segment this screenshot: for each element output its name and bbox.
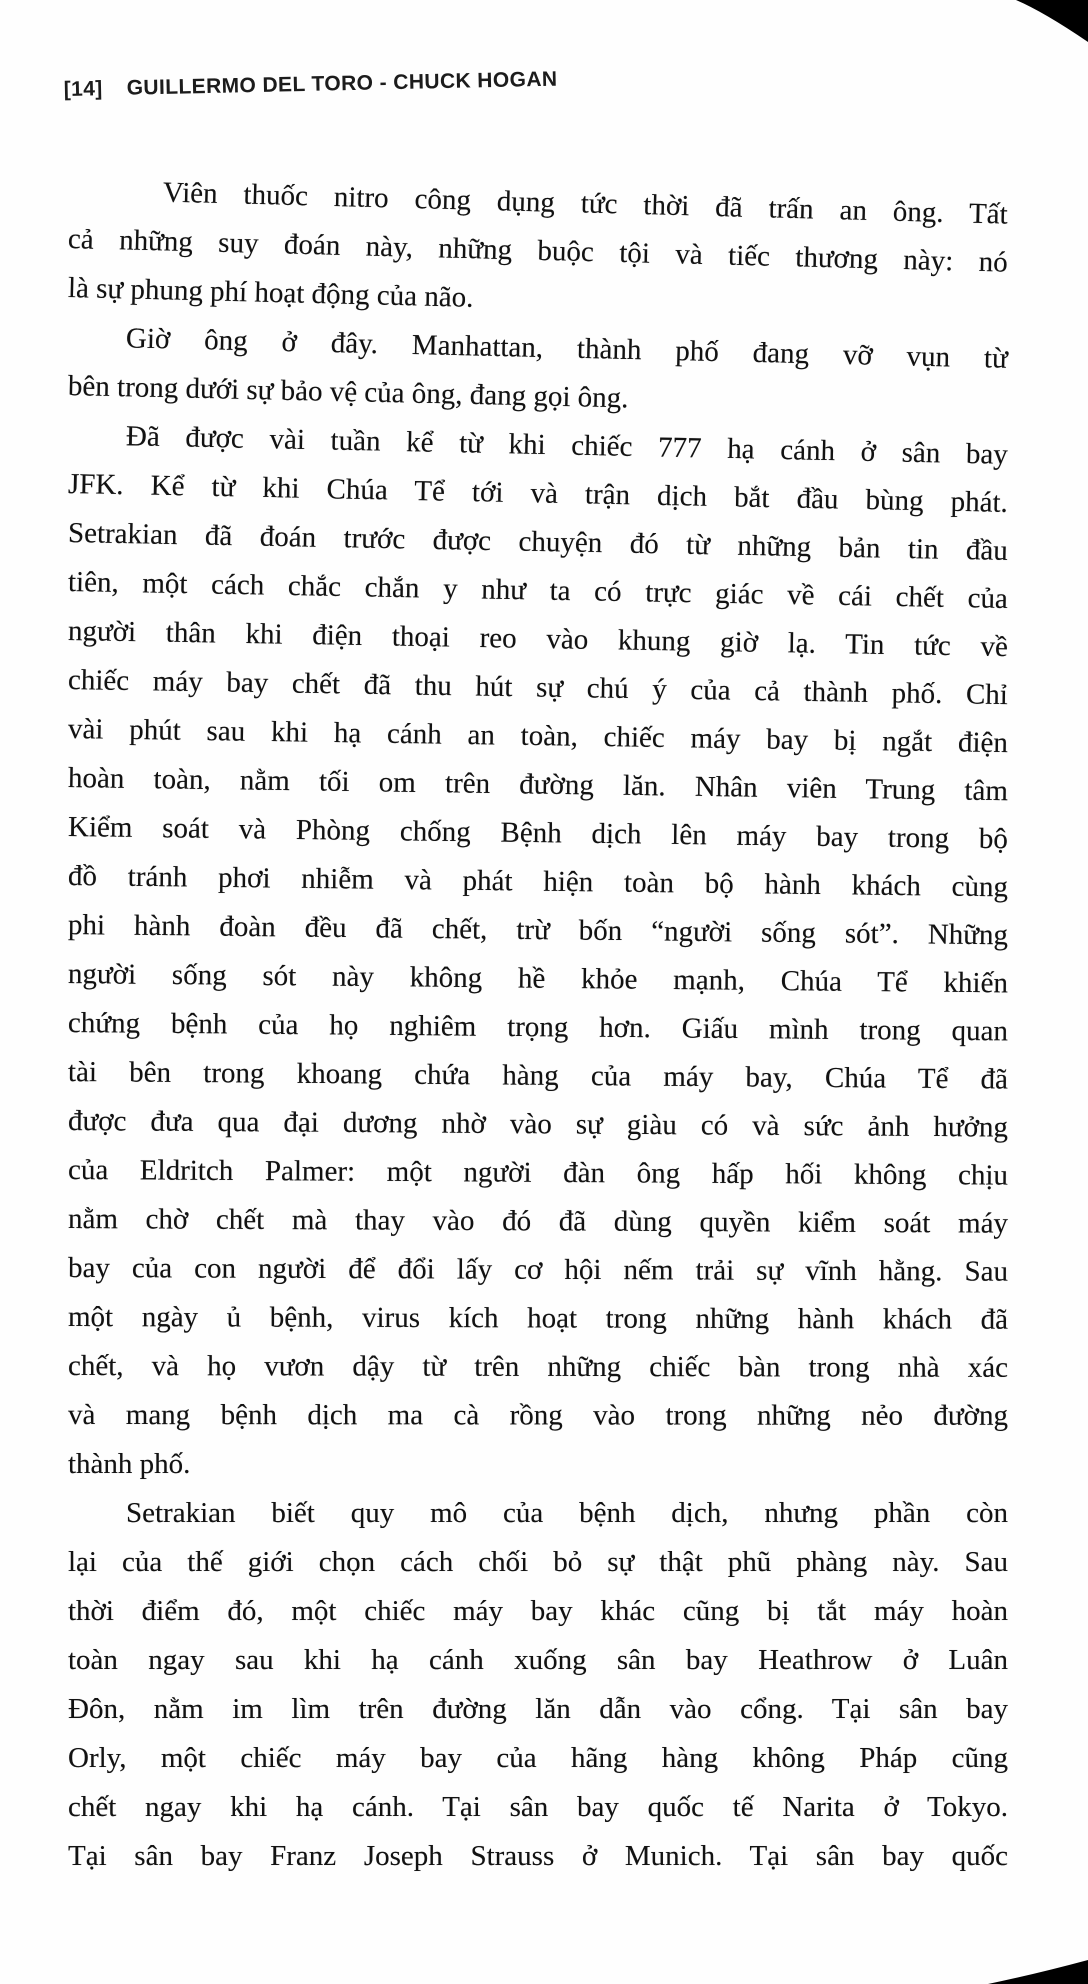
text-line: Viên thuốc nitro công dụng tức thời đã trấn an ông. Tất [162, 176, 1009, 231]
text-line: tiên, một cách chắc chắn y như ta có trực giác về cái chết của [67, 566, 1009, 615]
text-line: chết ngay khi hạ cánh. Tại sân bay quốc tế Narita ở Tokyo. [68, 1791, 1008, 1823]
text-line: toàn ngay sau khi hạ cánh xuống sân bay Heathrow ở Luân [68, 1644, 1008, 1676]
text-line: đồ tránh phơi nhiễm và phát hiện toàn bộ hành khách cùng [67, 860, 1009, 904]
text-line: JFK. Kể từ khi Chúa Tể tới và trận dịch bắt đầu bùng phát. [67, 468, 1009, 519]
text-line: chết, và họ vươn dậy từ trên những chiếc bàn trong nhà xác [67, 1350, 1009, 1384]
text-line: thành phố. [68, 1448, 191, 1480]
text-line: người sống sót này không hề khỏe mạnh, Chúa Tể khiến [67, 958, 1009, 1000]
text-line: của Eldritch Palmer: một người đàn ông hấp hối không chịu [67, 1154, 1009, 1192]
page-body-text [68, 166, 1008, 1881]
text-line: Setrakian đã đoán trước được chuyện đó từ những bản tin đầu [67, 517, 1009, 567]
text-line: Giờ ông ở đây. Manhattan, thành phố đang vỡ vụn từ [125, 322, 1009, 375]
text-line: phi hành đoàn đều đã chết, trừ bốn “người sống sót”. Những [67, 909, 1009, 952]
text-line: bay của con người để đổi lấy cơ hội nếm trải sự vĩnh hằng. Sau [67, 1252, 1009, 1288]
text-line: Tại sân bay Franz Joseph Strauss ở Munich. Tại sân bay quốc [68, 1840, 1008, 1872]
text-line: cả những suy đoán này, những buộc tội và tiếc thương này: nó [67, 223, 1009, 279]
page-corner-fold-artifact-bottom-right [988, 1958, 1088, 1984]
text-line: Kiểm soát và Phòng chống Bệnh dịch lên máy bay trong bộ [67, 811, 1009, 856]
running-head-authors: GUILLERMO DEL TORO - CHUCK HOGAN [126, 67, 558, 100]
text-line: Đã được vài tuần kể từ khi chiếc 777 hạ cánh ở sân bay [125, 420, 1009, 471]
text-line: lại của thế giới chọn cách chối bỏ sự thật phũ phàng này. Sau [68, 1546, 1008, 1578]
text-line: Đôn, nằm im lìm trên đường lăn dẫn vào cổng. Tại sân bay [68, 1693, 1008, 1725]
text-line: người thân khi điện thoại reo vào khung giờ lạ. Tin tức về [67, 615, 1009, 664]
text-line: thời điểm đó, một chiếc máy bay khác cũng bị tắt máy hoàn [68, 1595, 1008, 1627]
running-header [63, 68, 557, 102]
text-line: là sự phung phí hoạt động của não. [67, 272, 474, 314]
text-line: vài phút sau khi hạ cánh an toàn, chiếc máy bay bị ngắt điện [67, 713, 1009, 760]
text-line: bên trong dưới sự bảo vệ của ông, đang gọi ông. [67, 370, 629, 415]
text-line: được đưa qua đại dương nhờ vào sự giàu có và sức ảnh hưởng [67, 1105, 1009, 1144]
page-corner-fold-artifact-top-right [1016, 0, 1088, 42]
text-line: và mang bệnh dịch ma cà rồng vào trong những nẻo đường [67, 1399, 1009, 1432]
text-line: Orly, một chiếc máy bay của hãng hàng không Pháp cũng [68, 1742, 1008, 1774]
text-line: chiếc máy bay chết đã thu hút sự chú ý của cả thành phố. Chỉ [67, 664, 1009, 712]
text-line: Setrakian biết quy mô của bệnh dịch, nhưng phần còn [126, 1497, 1008, 1529]
text-line: hoàn toàn, nằm tối om trên đường lăn. Nhân viên Trung tâm [67, 762, 1009, 808]
text-line: tài bên trong khoang chứa hàng của máy bay, Chúa Tể đã [67, 1056, 1009, 1096]
text-line: chứng bệnh của họ nghiêm trọng hơn. Giấu mình trong quan [67, 1007, 1009, 1048]
text-line: nằm chờ chết mà thay vào đó đã dùng quyền kiểm soát máy [67, 1203, 1009, 1240]
page-number: [14] [63, 77, 103, 102]
text-line: một ngày ủ bệnh, virus kích hoạt trong những hành khách đã [67, 1301, 1009, 1336]
